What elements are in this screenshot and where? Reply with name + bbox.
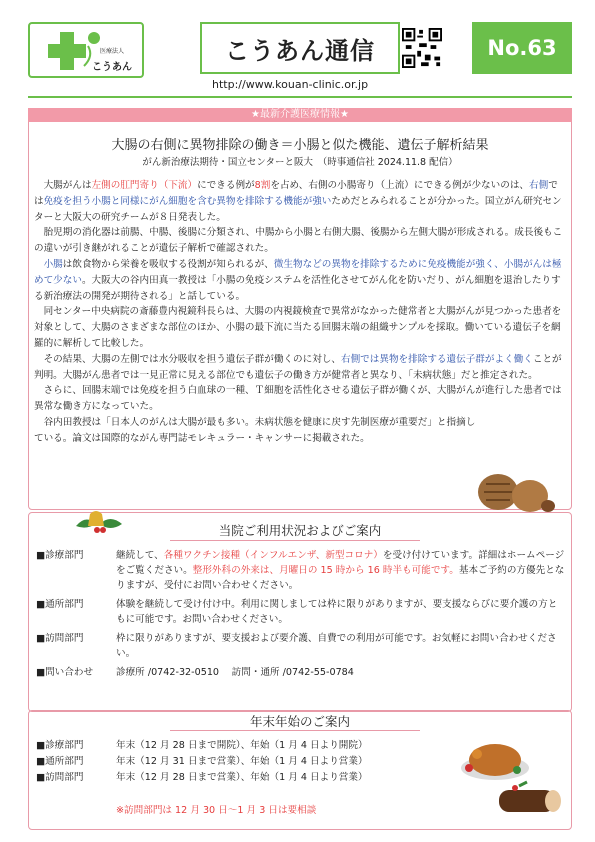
services-title: 当院ご利用状況およびご案内	[218, 523, 382, 538]
header-divider	[28, 96, 572, 98]
row-label: ■診療部門	[36, 550, 84, 561]
row-text: 診療所 /0742-32-0510 訪問・通所 /0742-55-0784	[116, 667, 354, 678]
newsletter-title: こうあん通信	[225, 36, 375, 65]
row-text: 年末（12 月 28 日まで営業）、年始（1 月 4 日より営業）	[116, 772, 368, 783]
list-item	[36, 770, 456, 786]
paragraph-1: 大腸がんは左側の肛門寄り（下流）にできる例が8割を占め、右側の小腸寄り（上流）にできる例が少ないのは、右側では免疫を担う小腸と同様にがん細胞を含む異物を排除する機能が強いためだとみられることが分かった。国立がん研究センターと大阪大の研究チームが８日発表した。	[34, 180, 562, 223]
logo-name: こうあん	[92, 62, 132, 73]
paragraph-6: さらに、回腸末端では免疫を担う白血球の一種、Ｔ細胞を活性化させる遺伝子群が働くが、大腸がんが進行した患者では異常な働き方になっていた。	[34, 385, 562, 413]
paragraph-5: その結果、大腸の左側では水分吸収を担う遺伝子群が働くのに対し、右側では異物を排除する遺伝子群がよく働くことが判明。大腸がん患者では一見正常に見える部位でも遺伝子の働き方が健常者と異なり、「未病状態」だと推定された。	[34, 353, 562, 381]
row-text: 年末（12 月 31 日まで営業）、年始（1 月 4 日より営業）	[116, 756, 368, 767]
paragraph-2: 胎児期の消化器は前腸、中腸、後腸に分類され、中腸から小腸と右側大腸、後腸から左側大腸が形成される。成長後もこの違いが引き継がれることが遺伝子解析で確認された。	[34, 227, 563, 255]
paragraph-4: 同センター中央病院の斎藤豊内視鏡科長らは、大腸の内視鏡検査で異常がなかった健常者と大腸がんが見つかった患者を対象として、大腸のさまざまな部位のほか、小腸の最下流に当たる回腸末端の組織サンプルを採取。働いている遺伝子を網羅的に解析して比較した。	[34, 306, 562, 349]
list-item	[36, 738, 456, 754]
services-list	[36, 548, 566, 684]
list-item	[36, 631, 566, 661]
website-url[interactable]: http://www.kouan-clinic.or.jp	[212, 78, 369, 91]
logo-small-text: 医療法人	[100, 48, 125, 55]
row-label: ■訪問部門	[36, 633, 84, 644]
article-headline: 大腸の右側に異物排除の働き＝小腸と似た機能、遺伝子解析結果	[111, 138, 489, 153]
row-label: ■診療部門	[36, 740, 84, 751]
holiday-list	[36, 738, 456, 786]
pinecone-decoration-icon	[468, 466, 558, 516]
qr-code-icon	[402, 28, 442, 68]
row-text: 枠に限りがありますが、要支援および要介護、自費での利用が可能です。お気軽にお問い合わせください。	[116, 633, 557, 659]
row-text: 年末（12 月 28 日まで開院）、年始（1 月 4 日より開院）	[116, 740, 368, 751]
row-label: ■通所部門	[36, 756, 84, 767]
list-item	[36, 665, 566, 680]
holiday-title: 年末年始のご案内	[249, 714, 350, 729]
paragraph-7: 谷内田教授は「日本人のがんは大腸が最も多い。未病状態を健康に戻す先制医療が重要だ」と指摘している。論文は国際的ながん専門誌モレキュラー・キャンサーに掲載された。	[34, 416, 476, 444]
services-title-underline	[170, 540, 420, 541]
newsletter-title-box	[200, 22, 400, 74]
clinic-logo	[28, 22, 144, 78]
paragraph-3: 小腸は飲食物から栄養を吸収する役割が知られるが、微生物などの異物を排除するために免疫機能が強く、小腸がんは極めて少ない。大阪大の谷内田真一教授は「小腸の免疫システムを活性化させてがん化を防いだり、がん細胞を退治したりする新治療法の開発が期待される」と話している。	[34, 258, 562, 302]
holiday-title-underline	[170, 730, 420, 731]
article-banner: ★最新介護医療情報★	[28, 108, 572, 122]
row-label: ■訪問部門	[36, 772, 84, 783]
holiday-note: ※訪問部門は 12 月 30 日～1 月 3 日は要相談	[116, 805, 317, 816]
list-item	[36, 548, 566, 593]
row-text: 継続して、各種ワクチン接種（インフルエンザ、新型コロナ）を受け付けています。詳細はホームページをご覧ください。整形外科の外来は、月曜日の 15 時から 16 時半も可能です。基本ご予約の方優先となりますが、受付にお問い合わせください。	[116, 550, 565, 591]
row-text: 体験を継続して受け付け中。利用に関しましては枠に限りがありますが、要支援ならびに要介護の方ともに可能です。お問い合わせください。	[116, 599, 558, 625]
list-item	[36, 754, 456, 770]
issue-number: No.63	[472, 22, 572, 74]
article-byline: がん新治療法期待・国立センターと阪大 （時事通信社 2024.11.8 配信）	[142, 157, 458, 168]
article-body	[34, 178, 566, 447]
list-item	[36, 597, 566, 627]
row-label: ■通所部門	[36, 599, 84, 610]
roast-chicken-cake-icon	[455, 738, 565, 826]
row-label: ■問い合わせ	[36, 667, 94, 678]
